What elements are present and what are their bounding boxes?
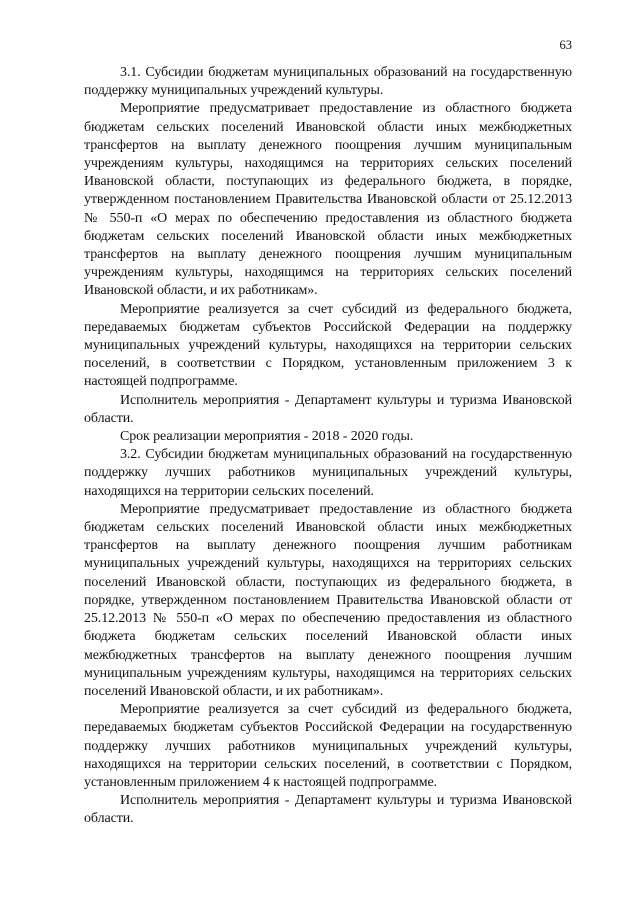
paragraph-3-1-executor: Исполнитель мероприятия - Департамент культуры и туризма Ивановской области. <box>84 392 572 426</box>
paragraph-3-1-description: Мероприятие предусматривает предоставление из областного бюджета бюджетам сельских поселений Ивановской области иных межбюджетных трансфертов на выплату денежного поощрения лучшим муниципальным учреждениям культуры, находящимся на территориях сельских поселений Ивановской области, поступающих из федерального бюджета, в порядке, утвержденном постановлением Правительства Ивановской области от 25.12.2013 № 550-п «О мерах по обеспечению предоставления из областного бюджета бюджетам сельских поселений Ивановской области иных межбюджетных трансфертов на выплату денежного поощрения лучшим муниципальным учреждениям культуры, находящимся на территориях сельских поселений Ивановской области, и их работникам». <box>84 101 572 299</box>
paragraph-3-2-description: Мероприятие предусматривает предоставление из областного бюджета бюджетам сельских поселений Ивановской области иных межбюджетных трансфертов на выплату денежного поощрения лучшим работникам муниципальных учреждений культуры, находящихся на территориях сельских поселений Ивановской области, поступающих из федерального бюджета, в порядке, утвержденном постановлением Правительства Ивановской области от 25.12.2013 № 550-п «О мерах по обеспечению предоставления из областного бюджета бюджетам сельских поселений Ивановской области иных межбюджетных трансфертов на выплату денежного поощрения лучшим муниципальным учреждениям культуры, находящимся на территориях сельских поселений Ивановской области, и их работникам». <box>84 501 572 699</box>
paragraph-3-2-heading: 3.2. Субсидии бюджетам муниципальных образований на государственную поддержку лучших работников муниципальных учреждений культуры, находящихся на территории сельских поселений. <box>84 447 572 499</box>
paragraph-3-1-heading: 3.1. Субсидии бюджетам муниципальных образований на государственную поддержку муниципальных учреждений культуры. <box>84 65 572 99</box>
paragraph-3-1-term: Срок реализации мероприятия - 2018 - 2020 годы. <box>120 429 414 445</box>
paragraph-3-1-funding: Мероприятие реализуется за счет субсидий из федерального бюджета, передаваемых бюджетам субъектов Российской Федерации на поддержку муниципальных учреждений культуры, находящихся на территории сельских поселений, в соответствии с Порядком, установленным приложением 3 к настоящей подпрограмме. <box>84 301 572 390</box>
document-body <box>84 64 572 829</box>
paragraph-3-2-funding: Мероприятие реализуется за счет субсидий из федерального бюджета, передаваемых бюджетам субъектов Российской Федерации на государственную поддержку лучших работников муниципальных учреждений культуры, находящихся на территории сельских поселений, в соответствии с Порядком, установленным приложением 4 к настоящей подпрограмме. <box>84 702 572 790</box>
paragraph-3-2-executor: Исполнитель мероприятия - Департамент культуры и туризма Ивановской области. <box>84 793 572 827</box>
page-number: 63 <box>559 38 572 52</box>
